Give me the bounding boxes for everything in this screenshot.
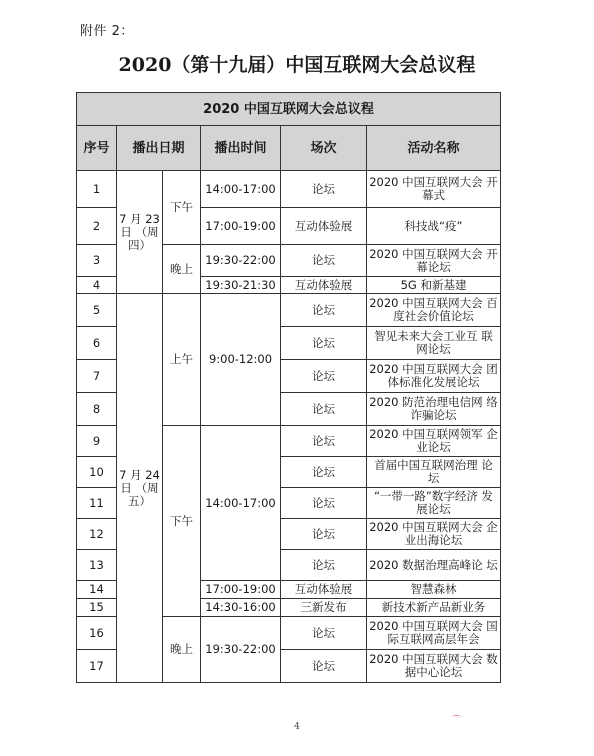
broadcast-time: 14:00-17:00: [201, 171, 281, 208]
row-number: 7: [77, 360, 117, 393]
activity-name: 2020 中国互联网大会 企业出海论坛: [367, 519, 501, 550]
row-number: 2: [77, 208, 117, 245]
row-number: 3: [77, 245, 117, 277]
row-number: 4: [77, 277, 117, 294]
agenda-table: [76, 92, 501, 683]
activity-name: 智慧森林: [367, 581, 501, 599]
row-number: 5: [77, 294, 117, 327]
broadcast-time: 19:30-22:00: [201, 245, 281, 277]
session-venue: 论坛: [281, 519, 367, 550]
activity-name: 科技战“疫”: [367, 208, 501, 245]
row-number: 16: [77, 617, 117, 650]
row-number: 13: [77, 550, 117, 581]
session-venue: 论坛: [281, 550, 367, 581]
broadcast-time: 14:30-16:00: [201, 599, 281, 617]
attachment-label: 附件 2：: [80, 24, 134, 39]
activity-name: 2020 中国互联网领军 企业论坛: [367, 426, 501, 457]
broadcast-date: 7 月 23 日 （周 四）: [117, 171, 163, 294]
session-venue: 论坛: [281, 360, 367, 393]
session-venue: 论坛: [281, 294, 367, 327]
activity-name: 智见未来大会工业互 联网论坛: [367, 327, 501, 360]
session-venue: 论坛: [281, 457, 367, 488]
activity-name: 2020 中国互联网大会 团体标准化发展论坛: [367, 360, 501, 393]
activity-name: 2020 中国互联网大会 百度社会价值论坛: [367, 294, 501, 327]
activity-name: 5G 和新基建: [367, 277, 501, 294]
row-number: 8: [77, 393, 117, 426]
session-venue: 论坛: [281, 171, 367, 208]
row-number: 12: [77, 519, 117, 550]
day-period: 晚上: [163, 617, 201, 683]
day-period: 上午: [163, 294, 201, 426]
page-number: 4: [294, 722, 300, 732]
broadcast-time: 17:00-19:00: [201, 581, 281, 599]
session-venue: 论坛: [281, 488, 367, 519]
table-header-row: [77, 126, 501, 171]
activity-name: 2020 中国互联网大会 开幕式: [367, 171, 501, 208]
row-number: 11: [77, 488, 117, 519]
activity-name: “一带一路”数字经济 发展论坛: [367, 488, 501, 519]
day-period: 晚上: [163, 245, 201, 294]
header-venue: 场次: [281, 126, 367, 171]
table-row: [77, 294, 501, 327]
session-venue: 论坛: [281, 327, 367, 360]
broadcast-date: 7 月 24 日 （周 五）: [117, 294, 163, 683]
session-venue: 论坛: [281, 617, 367, 650]
activity-name: 2020 中国互联网大会 数据中心论坛: [367, 650, 501, 683]
table-banner: 2020 中国互联网大会总议程: [77, 93, 501, 126]
broadcast-time: 19:30-22:00: [201, 617, 281, 683]
broadcast-time: 14:00-17:00: [201, 426, 281, 581]
broadcast-time: 19:30-21:30: [201, 277, 281, 294]
session-venue: 论坛: [281, 245, 367, 277]
header-activity: 活动名称: [367, 126, 501, 171]
row-number: 15: [77, 599, 117, 617]
session-venue: 互动体验展: [281, 277, 367, 294]
session-venue: 论坛: [281, 650, 367, 683]
session-venue: 互动体验展: [281, 208, 367, 245]
broadcast-time: 17:00-19:00: [201, 208, 281, 245]
day-period: 下午: [163, 171, 201, 245]
row-number: 1: [77, 171, 117, 208]
table-row: [77, 171, 501, 208]
header-date: 播出日期: [117, 126, 201, 171]
table-banner-row: [77, 93, 501, 126]
activity-name: 2020 数据治理高峰论 坛: [367, 550, 501, 581]
ink-mark-icon: ⌒: [452, 716, 462, 726]
activity-name: 首届中国互联网治理 论坛: [367, 457, 501, 488]
row-number: 10: [77, 457, 117, 488]
activity-name: 2020 中国互联网大会 国际互联网高层年会: [367, 617, 501, 650]
document-title: 2020（第十九届）中国互联网大会总议程: [118, 54, 476, 76]
row-number: 9: [77, 426, 117, 457]
row-number: 17: [77, 650, 117, 683]
broadcast-time: 9:00-12:00: [201, 294, 281, 426]
session-venue: 互动体验展: [281, 581, 367, 599]
row-number: 14: [77, 581, 117, 599]
activity-name: 2020 中国互联网大会 开幕论坛: [367, 245, 501, 277]
session-venue: 三新发布: [281, 599, 367, 617]
session-venue: 论坛: [281, 426, 367, 457]
activity-name: 新技术新产品新业务: [367, 599, 501, 617]
row-number: 6: [77, 327, 117, 360]
header-time: 播出时间: [201, 126, 281, 171]
session-venue: 论坛: [281, 393, 367, 426]
header-no: 序号: [77, 126, 117, 171]
activity-name: 2020 防范治理电信网 络诈骗论坛: [367, 393, 501, 426]
day-period: 下午: [163, 426, 201, 617]
